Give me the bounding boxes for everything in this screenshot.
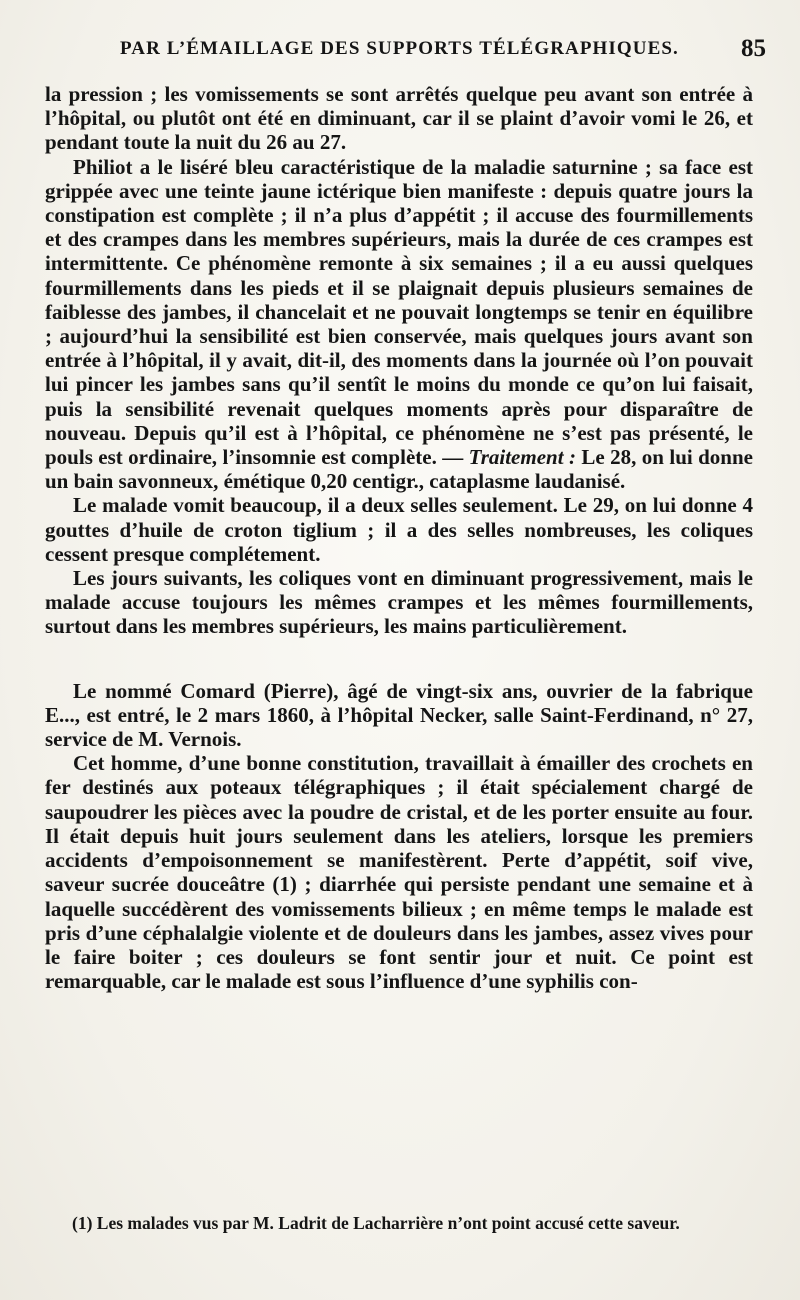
page-number: 85	[741, 35, 766, 62]
paragraph: la pression ; les vomissements se sont arrêtés quelque peu avant son entrée à l’hôpital, ou plutôt ont été en diminuant, car il se plaint d’avoir vomi le 26, et pendant toute la nuit du 26 au 27.	[45, 82, 753, 155]
page-header	[46, 35, 778, 68]
case-paragraph: Le nommé Comard (Pierre), âgé de vingt-six ans, ouvrier de la fabrique E..., est entré, le 2 mars 1860, à l’hôpital Necker, salle Saint-Ferdinand, n° 27, service de M. Vernois.	[45, 678, 753, 752]
footnote: (1) Les malades vus par M. Ladrit de Lacharrière n’ont point accusé cette saveur.	[72, 1213, 680, 1233]
paragraph: Les jours suivants, les coliques vont en diminuant progressivement, mais le malade accuse toujours les mêmes crampes et les mêmes fourmillements, surtout dans les membres supérieurs, les mains particulièrement.	[45, 566, 753, 639]
body-text	[45, 82, 753, 993]
italic-term: Traitement :	[468, 445, 576, 470]
paragraph	[45, 155, 753, 494]
paragraph-text: Philiot a le liséré bleu caractéristique de la maladie saturnine ; sa face est grippée avec une teinte jaune ictérique bien manifeste : depuis quatre jours la constipation est complète ; il n’a plus d’appétit ; il accuse des fourmillements et des crampes dans les membres supérieurs, mais la durée de ces crampes est intermittente. Ce phénomène remonte à six semaines ; il a eu aussi quelques fourmillements dans les pieds et il se plaignait depuis plusieurs semaines de faiblesse des jambes, il chancelait et ne pouvait longtemps se tenir en équilibre ; aujourd’hui la sensibilité est bien conservée, mais quelques jours avant son entrée à l’hôpital, il y avait, dit-il, des moments dans la journée où l’on pouvait lui pincer les jambes sans qu’il sentît le moins du monde ce qu’on lui faisait, puis la sensibilité revenait quelques moments après pour disparaître de nouveau. Depuis qu’il est à l’hôpital, ce phénomène ne s’est pas présenté, le pouls est ordinaire, l’insomnie est complète. —	[45, 154, 753, 470]
paragraph-text-continued: Le 28, on lui donne un bain savonneux, émétique 0,20 centigr., cataplasme laudanisé.	[45, 445, 753, 494]
paragraph: Cet homme, d’une bonne constitution, travaillait à émailler des crochets en fer destinés aux poteaux télégraphiques ; il était spécialement chargé de saupoudrer les pièces avec la poudre de cristal, et de les porter ensuite au four. Il était depuis huit jours seulement dans les ateliers, lorsque les premiers accidents d’empoisonnement se manifestèrent. Perte d’appétit, soif vive, saveur sucrée douceâtre (1) ; diarrhée qui persiste pendant une semaine et à laquelle succédèrent des vomissements bilieux ; en même temps le malade est pris d’une céphalalgie violente et de douleurs dans les jambes, assez vives pour le faire boiter ; ces douleurs se font sentir jour et nuit. Ce point est remarquable, car le malade est sous l’influence d’une syphilis con-	[45, 751, 753, 994]
running-head: PAR L’ÉMAILLAGE DES SUPPORTS TÉLÉGRAPHIQUES.	[120, 38, 679, 59]
paragraph: Le malade vomit beaucoup, il a deux selles seulement. Le 29, on lui donne 4 gouttes d’huile de croton tiglium ; il a des selles nombreuses, les coliques cessent presque complétement.	[45, 493, 753, 566]
